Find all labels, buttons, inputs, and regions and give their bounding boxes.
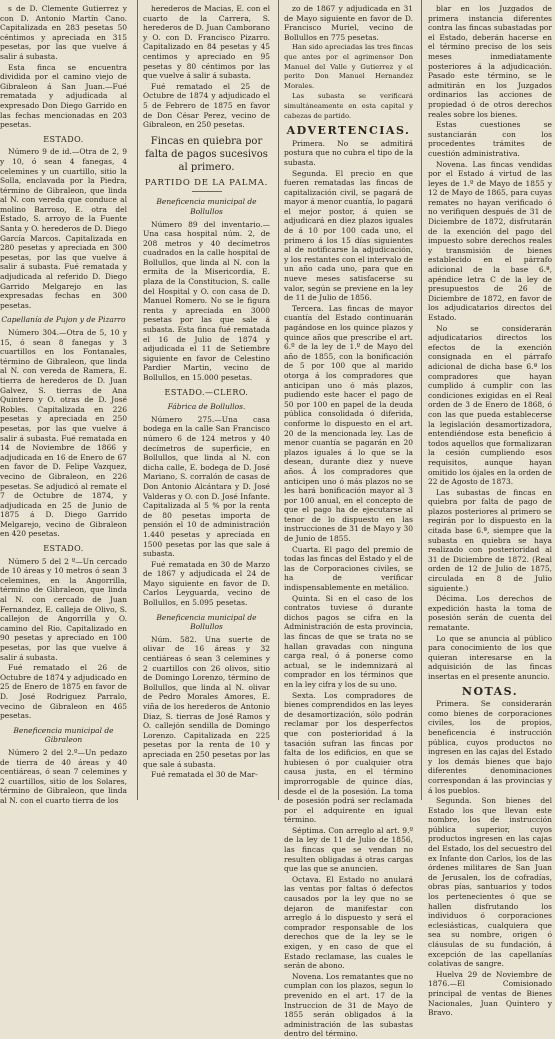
paragraph: Segunda. El precio en que fueren rematadas las fincas de capitalización civil, se pagará de mayor á menor cuantía, lo pagará el mejor postor, á quien se adjudicará en diez plazos iguales de á 10 por 100 cada uno, el primero á los 15 días siguientes al de notificarse la adjudicación, y los restantes con el intervalo de un año cada uno, para que en nueve meses satisfacerse su valor, según se previene en la ley de 11 de Julio de 1856.: [284, 168, 413, 303]
paragraph: Esta finca se encuentra dividida por el camino viejo de Gibraleon á San Juan.—Fué rematada y adjudicada al expresado Don Diego Garrido en las fechas mencionadas en 203 pesetas.: [0, 62, 127, 130]
paragraph: Novena. Los rematantes que no cumplan con los plazos, segun lo prevenido en el art. 17 de la Instruccion de 31 de Mayo de 1855 serán obligados á la administración de las subastas dentro del término.: [284, 971, 413, 1039]
section-title: NOTAS.: [461, 684, 519, 698]
paragraph: Huelva 29 de Noviembre de 1876.—El Comisionado principal de ventas de Bienes Nacionales, Juan Quintero y Bravo.: [428, 969, 552, 1018]
subsection-heading: Beneficencia municipal de Bollullos: [156, 612, 257, 632]
paragraph: Fué rematado el 25 de Octubre de 1874 y adjudicado el 5 de Febrero de 1875 en favor de Don César Perez, vecino de Gibraleon, en 250 pesetas.: [143, 81, 270, 130]
paragraph: Primera. Se considerarán como bienes de corporaciones civiles, los de propios, beneficencia é instrucción pública, cuyos productos no ingresen en las cajas del Estado y los demás bienes que bajo diferentes denominaciones correspondan á las provincias y á los pueblos.: [428, 699, 552, 795]
subsection-heading: Beneficencia municipal de Gibraleon: [13, 725, 114, 745]
column-rule: [421, 0, 422, 800]
paragraph: Núm. 582. Una suerte de olivar de 16 áreas y 32 centiáreas ó sean 3 celemines y 2 cuartillos con 26 olivos, sitio de Domingo Lorenzo, término de Bollullos, que linda al N. olivar de Pedro Morales Amores, E. viña de los herederos de Antonio Diaz, S. tierras de José Ramos y O. callejón sendilla de Domingo Lorenzo. Capitalizada en 225 pesetas por la renta de 10 y apreciada en 250 pesetas por las que sale á subasta.: [143, 634, 270, 769]
paragraph: Décima. Los derechos de expedición hasta la toma de posesión serán de cuenta del rematante.: [428, 594, 552, 632]
paragraph: Las subasta se verificará simultáneamente en esta capital y cabezas de partido.: [284, 92, 413, 120]
paragraph: Lo que se anuncia al público para conocimiento de los que quieran interesarse en la adquisición de las fincas insertas en el presente anuncio.: [428, 633, 552, 681]
paragraph: Número 275.—Una casa bodega en la calle San Francisco número 6 de 124 metros y 40 decímetros de superficie, en Bollullos, que linda al N. con dicha calle, E. bodega de D. José Mariano, S. corralón de casas de Don Antonio Alcántara y D. José Valderas y O. con D. José Infante. Capitalizada al 5 % por la renta de 80 pesetas importa de pensión el 10 de administración 1.440 pesetas y apreciada en 1500 pesetas por las que sale á subasta.: [143, 414, 270, 559]
paragraph: Sexta. Los compradores de bienes comprendidos en las leyes de desamortización, sólo podrán reclamar por los desperfectos que con posterioridad á la tasación sufran las fincas por falta de los edificios, en que se hubiesen ó por cualquier otra causa justa, en el término improrrogable de quince días, desde el de la posesión. La toma de posesión podrá ser reclamada por el adquirente en igual término.: [284, 690, 413, 825]
paragraph: blar en los Juzgados de primera instancia diferentes contra las fincas subastadas por el Estado, deberán hacerse en el término preciso de los seis meses inmediatamente posteriores á la adjudicación. Pasado este término, se le admitirán en los Juzgados ordinarios las acciones de propiedad ó de otros derechos reales sobre los bienes.: [428, 4, 552, 119]
paragraph: zo de 1867 y adjudicada en 31 de Mayo siguiente en favor de D. Francisco Muriel, vecino de Bollullos en 775 pesetas.: [284, 4, 413, 42]
paragraph: Segunda. Son bienes del Estado los que llevan este nombre, los de instrucción pública superior, cuyos productos ingresen en las cajas del Estado, los del secuestro del ex Infante don Carlos, los de las órdenes militares de San Juan de Jerusalen, los de cofradías, obras pías, santuarios y todos los pertenecientes ó que se hallen disfrutando los individuos ó corporaciones eclesiásticas, cualquiera que sea su nombre, origen ó cláusulas de su fundación, á excepción de las capellanías colativas de sangre.: [428, 796, 552, 969]
divider: [192, 191, 222, 192]
subsection-heading: Beneficencia municipal de Bollullos: [156, 197, 257, 216]
section-heading: ESTADO.: [43, 134, 84, 144]
section-title: ADVERTENCIAS.: [286, 124, 411, 138]
paragraph: Fué rematado el 26 de Octubre de 1874 y adjudicado en 25 de Enero de 1875 en favor de D. José Rodriguez Parralo, vecino de Gibraleon en 465 pesetas.: [0, 663, 127, 721]
paragraph: Número 5 del 2 º—Un cercado de 10 áreas y 10 metros ó sean 3 celemines, en la Angorrilla, término de Gibraleon, que linda al N. con cercado de Juan Fernandez, E. calleja de Olivo, S. callejon de Angorrilla y O. camino del Rio. Capitalizado en 90 pesetas y apreciado en 100 pesetas, por las que vuelve á salir á subasta.: [0, 556, 127, 662]
section-heading: ESTADO.—CLERO.: [164, 387, 249, 397]
paragraph: Número 304.—Otra de 5, 10 y 15, ó sean 8 fanegas y 3 cuartillos en los Fontanales, término de Gibraleon, que linda al N. con vereda de Ramera, E. tierra de herederos de D. Juan Galvez, S. tierras de Ana Quintero y O. otras de D. José Robles. Capitalizada en 226 pesetas y apreciada en 250 pesetas, por las que vuelve á salir á subasta. Fué rematada en 14 de Noviembre de 1866 y adjudicada en 16 de Enero de 67 en favor de D. Felipe Vazquez, vecino de Gibraleon, en 226 pesetas. Se adjudicó al remate el 7 de Octubre de 1874, y adjudicada en 25 de Junio de 1875 á D. Diego Garrido Melgarejo, vecino de Gibraleon en 420 pesetas.: [0, 328, 127, 539]
section-heading: ESTADO.: [43, 544, 84, 554]
column-4: [428, 4, 552, 1018]
paragraph: Tercera. Las fincas de mayor cuantía del Estado continuarán pagándose en los quince plazos y quince años que prescribe el art. 6.º de la ley de 1.º de Mayo del año de 1855, con la bonificación de 5 por 100 que al marido otorga á los compradores que anticipan uno ó más plazos, pudiendo este hacer el pago de 50 por 100 en papel de la deuda pública consolidada ó diferida, conforme lo dispuesto en el art. 20 de la mencionada ley. Las de menor cuantía se pagarán en 20 plazos iguales á lo que se la desean, durante diez y nueve años. Á los compradores que anticipen uno ó más plazos no se les hará bonificación mayor al 3 por 100 anual, en el concepto de que el pago ha de ejecutarse al tenor de lo dispuesto en las instrucciones de 31 de Mayo y 30 de Junio de 1855.: [284, 303, 413, 544]
column-1: [0, 4, 127, 805]
paragraph: Novena. Las fincas vendidas por el Estado á virtud de las leyes de 1.º de Mayo de 1855 y 12 de Mayo de 1865, para cuyas remates no hayan verificado ó no verifiquen después de 31 de Diciembre de 1872, disfrutarán de la exención del pago del impuesto sobre derechos reales y transmisión de bienes establecido en el párrafo adicional de la base 6.ª, apéndice letra C de la ley de presupuestos de 26 de Diciembre de 1872, en favor de los adjudicatarios directos del Estado.: [428, 159, 552, 322]
paragraph: Fué rematada el 30 de Mar-: [151, 770, 258, 780]
paragraph: Quinta. Si en el caso de los contratos tuviese ó durante dichos pagos se cifra en la Administración de esta provincia, las fincas de que se trata no se hallan gravadas con ninguna carga real, ó á ponerse como actual, se le indemnizará al comprador en los términos que en la ley cifra y los de su uno.: [284, 593, 413, 689]
paragraph: Las subastas de fincas en quiebra por falta de pago de plazos posteriores al primero se regirán por lo dispuesto en la citada base 6.ª, siempre que la subasta en quiebra se haya realizado con posterioridad al 31 de Diciembre de 1872. (Real orden de 12 de Julio de 1875, circulada en 8 de Julio siguiente.): [428, 487, 552, 593]
subsection-heading: Capellanía de Pujon y de Pizarro: [1, 315, 126, 325]
paragraph: herederos de Macias, E. con el cuarto de la Carrera, S. herederos de D. Juan Camborano y O. con D. Francisco Pizarro. Capitalizado en 84 pesetas y 45 centimos y apreciado en 95 pesetas y 80 céntimos por las que vuelve á salir á subasta.: [143, 4, 270, 81]
column-rule: [137, 0, 138, 800]
section-title: Fincas en quiebra por falta de pagos sucesivos al primero.: [145, 135, 268, 173]
section-heading: PARTIDO DE LA PALMA.: [144, 177, 269, 188]
column-3: [284, 4, 413, 1039]
paragraph: Primera. No se admitirá postura que no cubra el tipo de la subasta.: [284, 138, 413, 167]
subsection-heading: Fábrica de Bollullos.: [167, 402, 246, 412]
paragraph: Fué rematada en 30 de Marzo de 1867 y adjudicada el 24 de Mayo siguiente en favor de D. Carlos Leyguarda, vecino de Bollullos, en 5.095 pesetas.: [143, 559, 270, 608]
paragraph: Octava. El Estado no anulará las ventas por faltas ó defectos causados por la ley que no se dejaron de manifestar con arreglo á lo dispuesto y será el comprador responsable de los derechos que de la ley se le exigen, y en caso de que el Estado reclamase, las cuales le serán de abono.: [284, 874, 413, 971]
paragraph: Número 9 de id.—Otra de 2, 9 y 10, ó sean 4 fanegas, 4 celemines y un cuartillo, sitio la Solla, enclavada por la Piedra, término de Gibraleon, que linda al N. con vereda que conduce al molino Barroso, E. otra del Estado, S. arroyo de la Fuente Santa y O. herederos de D. Diego García Marcos. Capitalizada en 280 pesetas y apreciada en 300 pesetas, por las que vuelve á salir á subasta. Fué rematada y adjudicada al referido D. Diego Garrido Melgarejo en las expresadas fechas en 300 pesetas.: [0, 147, 127, 310]
paragraph: Número 89 del inventario.—Una casa hospital núm. 2, de 208 metros y 40 decímetros cuadrados en la calle hospital de Bollullos, que linda al N. con la ermita de la Misericordia, E. plaza de la Constitucion, S. calle del Hospital y O. con casa de D. Manuel Romero. No se le figura renta y apreciada en 3000 pesetas por las que sale á subasta. Esta finca fué rematada el 16 de Julio de 1874 y adjudicada el 11 de Setiembre siguiente en favor de Celestino Pardier Martin, vecino de Bollullos, en 15.000 pesetas.: [143, 219, 270, 382]
paragraph: s de D. Clemente Gutierrez y con D. Antonio Martín Cano. Capitalizada en 283 pesetas 50 céntimos y apreciada en 315 pesetas, por las que vuelve á salir á subasta.: [0, 4, 127, 61]
paragraph: No se considerarán adjudicatarios directos los efectos de la exención consignada en el párrafo adicional de dicha base 6.ª los compradores que hayan cumplido á cumplir con las condiciones exigidas en el Real orden de 3 de Enero de 1868, ó con las que pueda establecerse la legislación desamortizadora, entendiéndose esta beneficio á todos aquellos que formalizaran la cesión cumpliendo esos requisitos, aunque hayan omitido los ójales en la orden de 22 de Agosto de 1873.: [428, 323, 552, 487]
column-rule: [278, 0, 279, 800]
paragraph: Séptima. Con arreglo al art. 9.º de la ley de 11 de Julio de 1856, las fincas que se vendan no resulten obligadas á otras cargas que las que se anuncien.: [284, 825, 413, 874]
paragraph: Han sido apreciadas las tres fincas que antes por el agrimensor Don Manuel del Valle y Gutierrez y el perito Don Manuel Hernandez Morales.: [284, 43, 413, 90]
paragraph: Número 2 del 2.º—Un pedazo de tierra de 40 áreas y 40 centiáreas, ó sean 7 celemines y 2 cuartillos, sitio de los Solares, término de Gibraleon, que linda al N. con el cuarto tierra de los: [0, 747, 127, 805]
paragraph: Estas cuestiones se sustanciarán con los procedentes trámites de cuestión administrativa.: [428, 120, 552, 158]
column-2: [143, 4, 270, 796]
paragraph: Cuarta. El pago del premio de todas las fincas del Estado y el de las de Corporaciones civiles, se ha de verificar indispensablemente en metálico.: [284, 544, 413, 593]
